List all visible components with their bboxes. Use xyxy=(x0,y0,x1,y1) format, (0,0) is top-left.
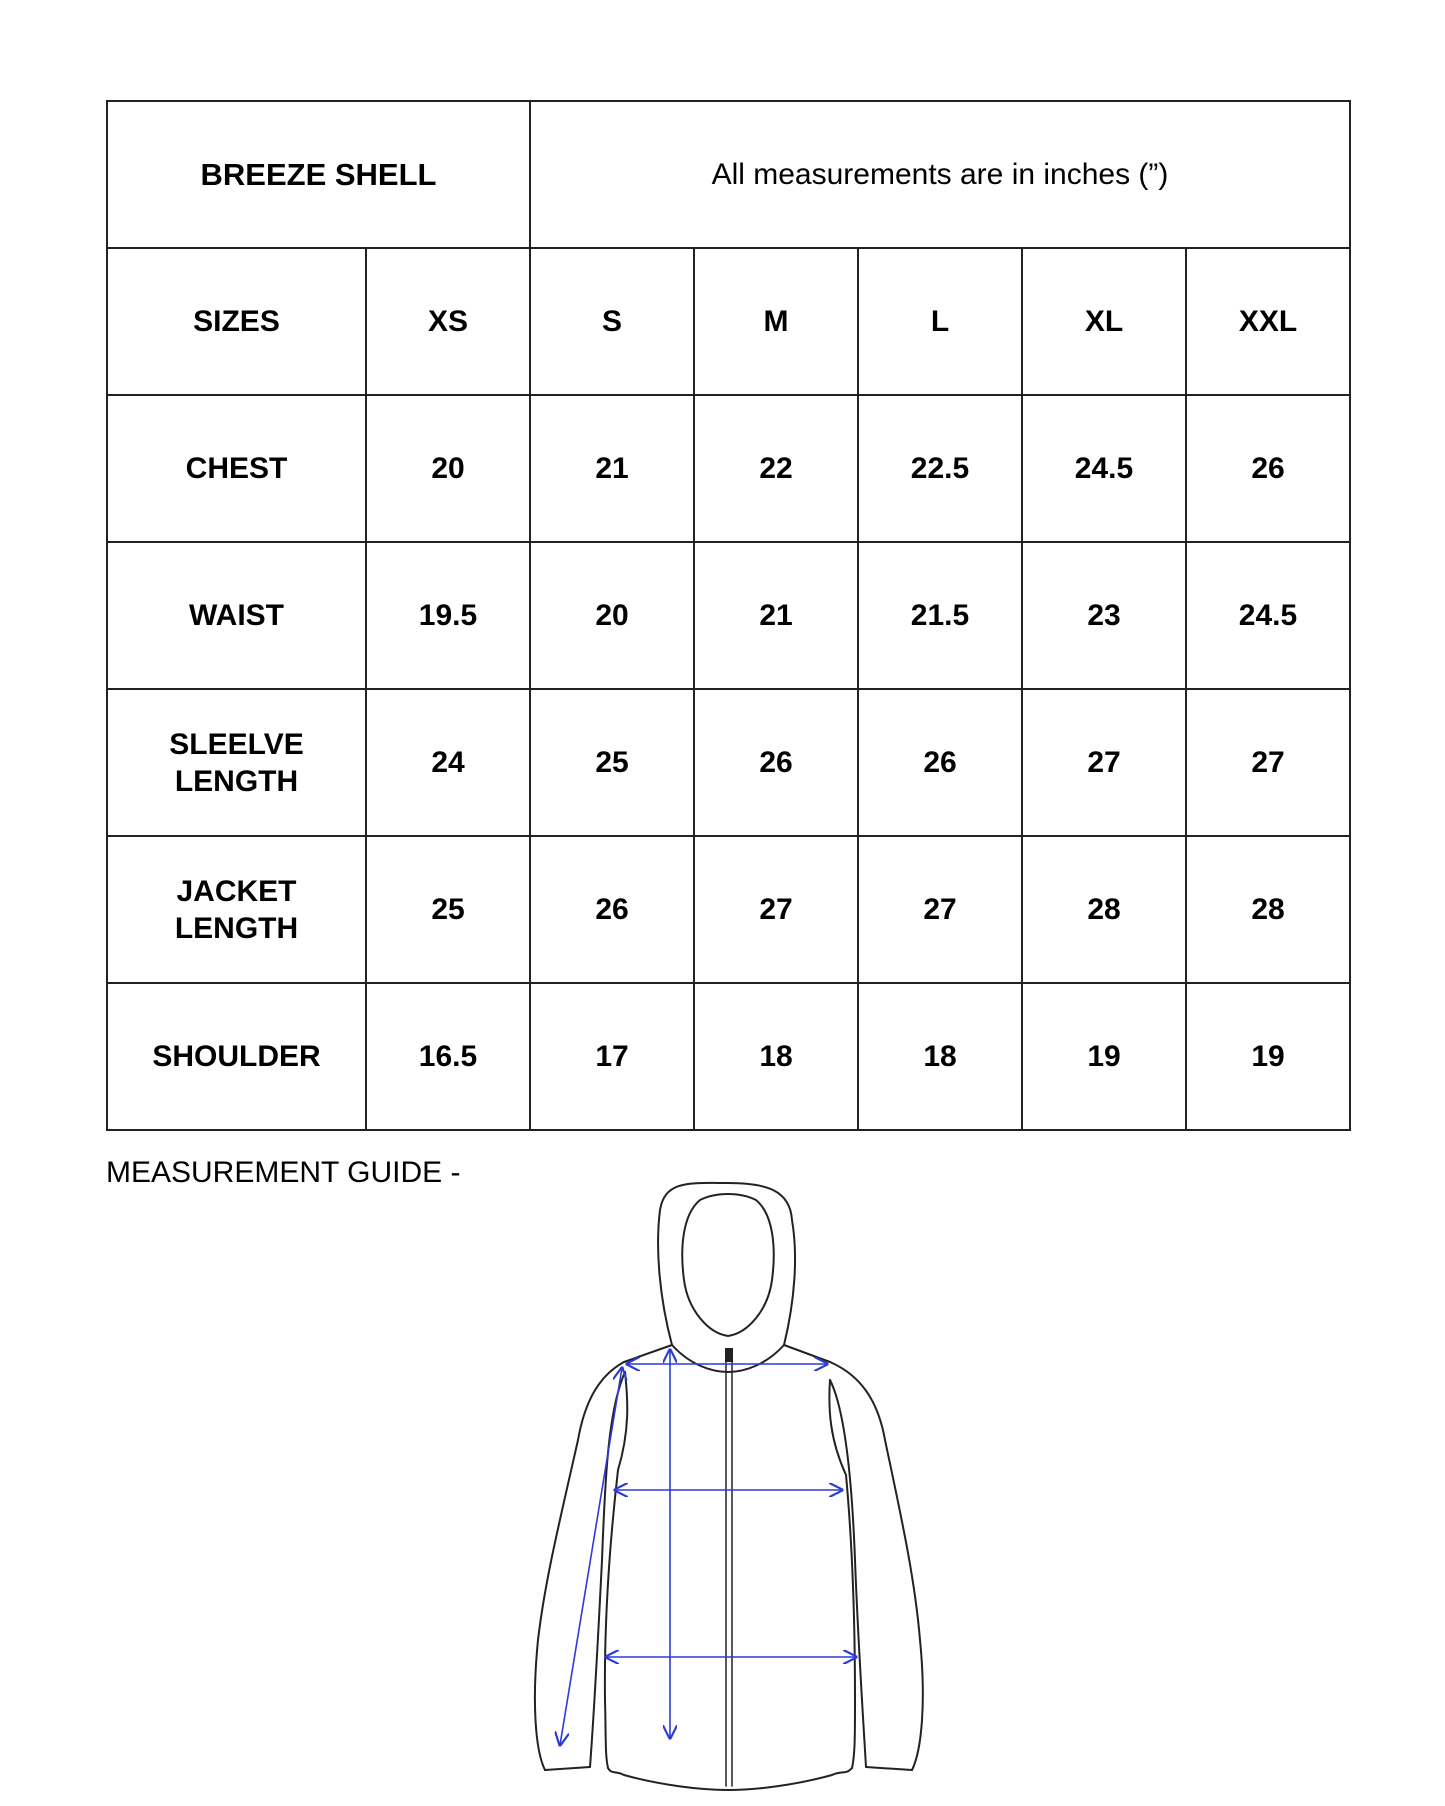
table-cell: 19.5 xyxy=(366,542,530,689)
right-body-side xyxy=(829,1380,855,1768)
row-label: CHEST xyxy=(107,395,366,542)
zipper-pull xyxy=(725,1348,733,1362)
table-cell: 23 xyxy=(1022,542,1186,689)
measurement-guide-label: MEASUREMENT GUIDE - xyxy=(106,1156,461,1189)
table-cell: 27 xyxy=(1022,689,1186,836)
table-cell: 22.5 xyxy=(858,395,1022,542)
left-body-side xyxy=(605,1372,627,1768)
right-sleeve-inner xyxy=(830,1380,866,1767)
table-cell: 21 xyxy=(530,395,694,542)
table-cell: 20 xyxy=(366,395,530,542)
right-sleeve-cuff xyxy=(866,1767,912,1770)
size-l: L xyxy=(858,248,1022,395)
table-cell: 24.5 xyxy=(1022,395,1186,542)
table-cell: 19 xyxy=(1186,983,1350,1130)
table-cell: 24.5 xyxy=(1186,542,1350,689)
table-cell: 24 xyxy=(366,689,530,836)
table-cell: 19 xyxy=(1022,983,1186,1130)
table-cell: 21 xyxy=(694,542,858,689)
table-cell: 20 xyxy=(530,542,694,689)
left-shoulder xyxy=(624,1345,672,1362)
hood-opening xyxy=(682,1194,773,1336)
size-s: S xyxy=(530,248,694,395)
table-cell: 28 xyxy=(1022,836,1186,983)
table-cell: 28 xyxy=(1186,836,1350,983)
table-cell: 27 xyxy=(858,836,1022,983)
row-label: WAIST xyxy=(107,542,366,689)
right-shoulder xyxy=(784,1345,830,1362)
table-cell: 27 xyxy=(1186,689,1350,836)
size-xs: XS xyxy=(366,248,530,395)
size-m: M xyxy=(694,248,858,395)
table-cell: 26 xyxy=(694,689,858,836)
table-cell: 17 xyxy=(530,983,694,1130)
table-cell: 16.5 xyxy=(366,983,530,1130)
table-cell: 22 xyxy=(694,395,858,542)
table-cell: 18 xyxy=(694,983,858,1130)
table-cell: 18 xyxy=(858,983,1022,1130)
left-sleeve-cuff xyxy=(545,1767,590,1770)
size-xxl: XXL xyxy=(1186,248,1350,395)
size-xl: XL xyxy=(1022,248,1186,395)
row-label: SLEELVE LENGTH xyxy=(107,689,366,836)
table-cell: 21.5 xyxy=(858,542,1022,689)
product-title: BREEZE SHELL xyxy=(107,101,530,248)
hem xyxy=(608,1768,852,1790)
sleeve-length-measure-arrow xyxy=(560,1368,622,1745)
table-cell: 26 xyxy=(530,836,694,983)
table-cell: 27 xyxy=(694,836,858,983)
sizes-header: SIZES xyxy=(107,248,366,395)
row-label: SHOULDER xyxy=(107,983,366,1130)
row-label: JACKET LENGTH xyxy=(107,836,366,983)
left-sleeve-outer xyxy=(535,1362,624,1770)
table-cell: 25 xyxy=(530,689,694,836)
unit-note: All measurements are in inches (”) xyxy=(530,101,1350,248)
table-cell: 25 xyxy=(366,836,530,983)
right-sleeve-outer xyxy=(830,1362,923,1770)
table-cell: 26 xyxy=(1186,395,1350,542)
left-sleeve-inner xyxy=(590,1372,625,1767)
table-cell: 26 xyxy=(858,689,1022,836)
